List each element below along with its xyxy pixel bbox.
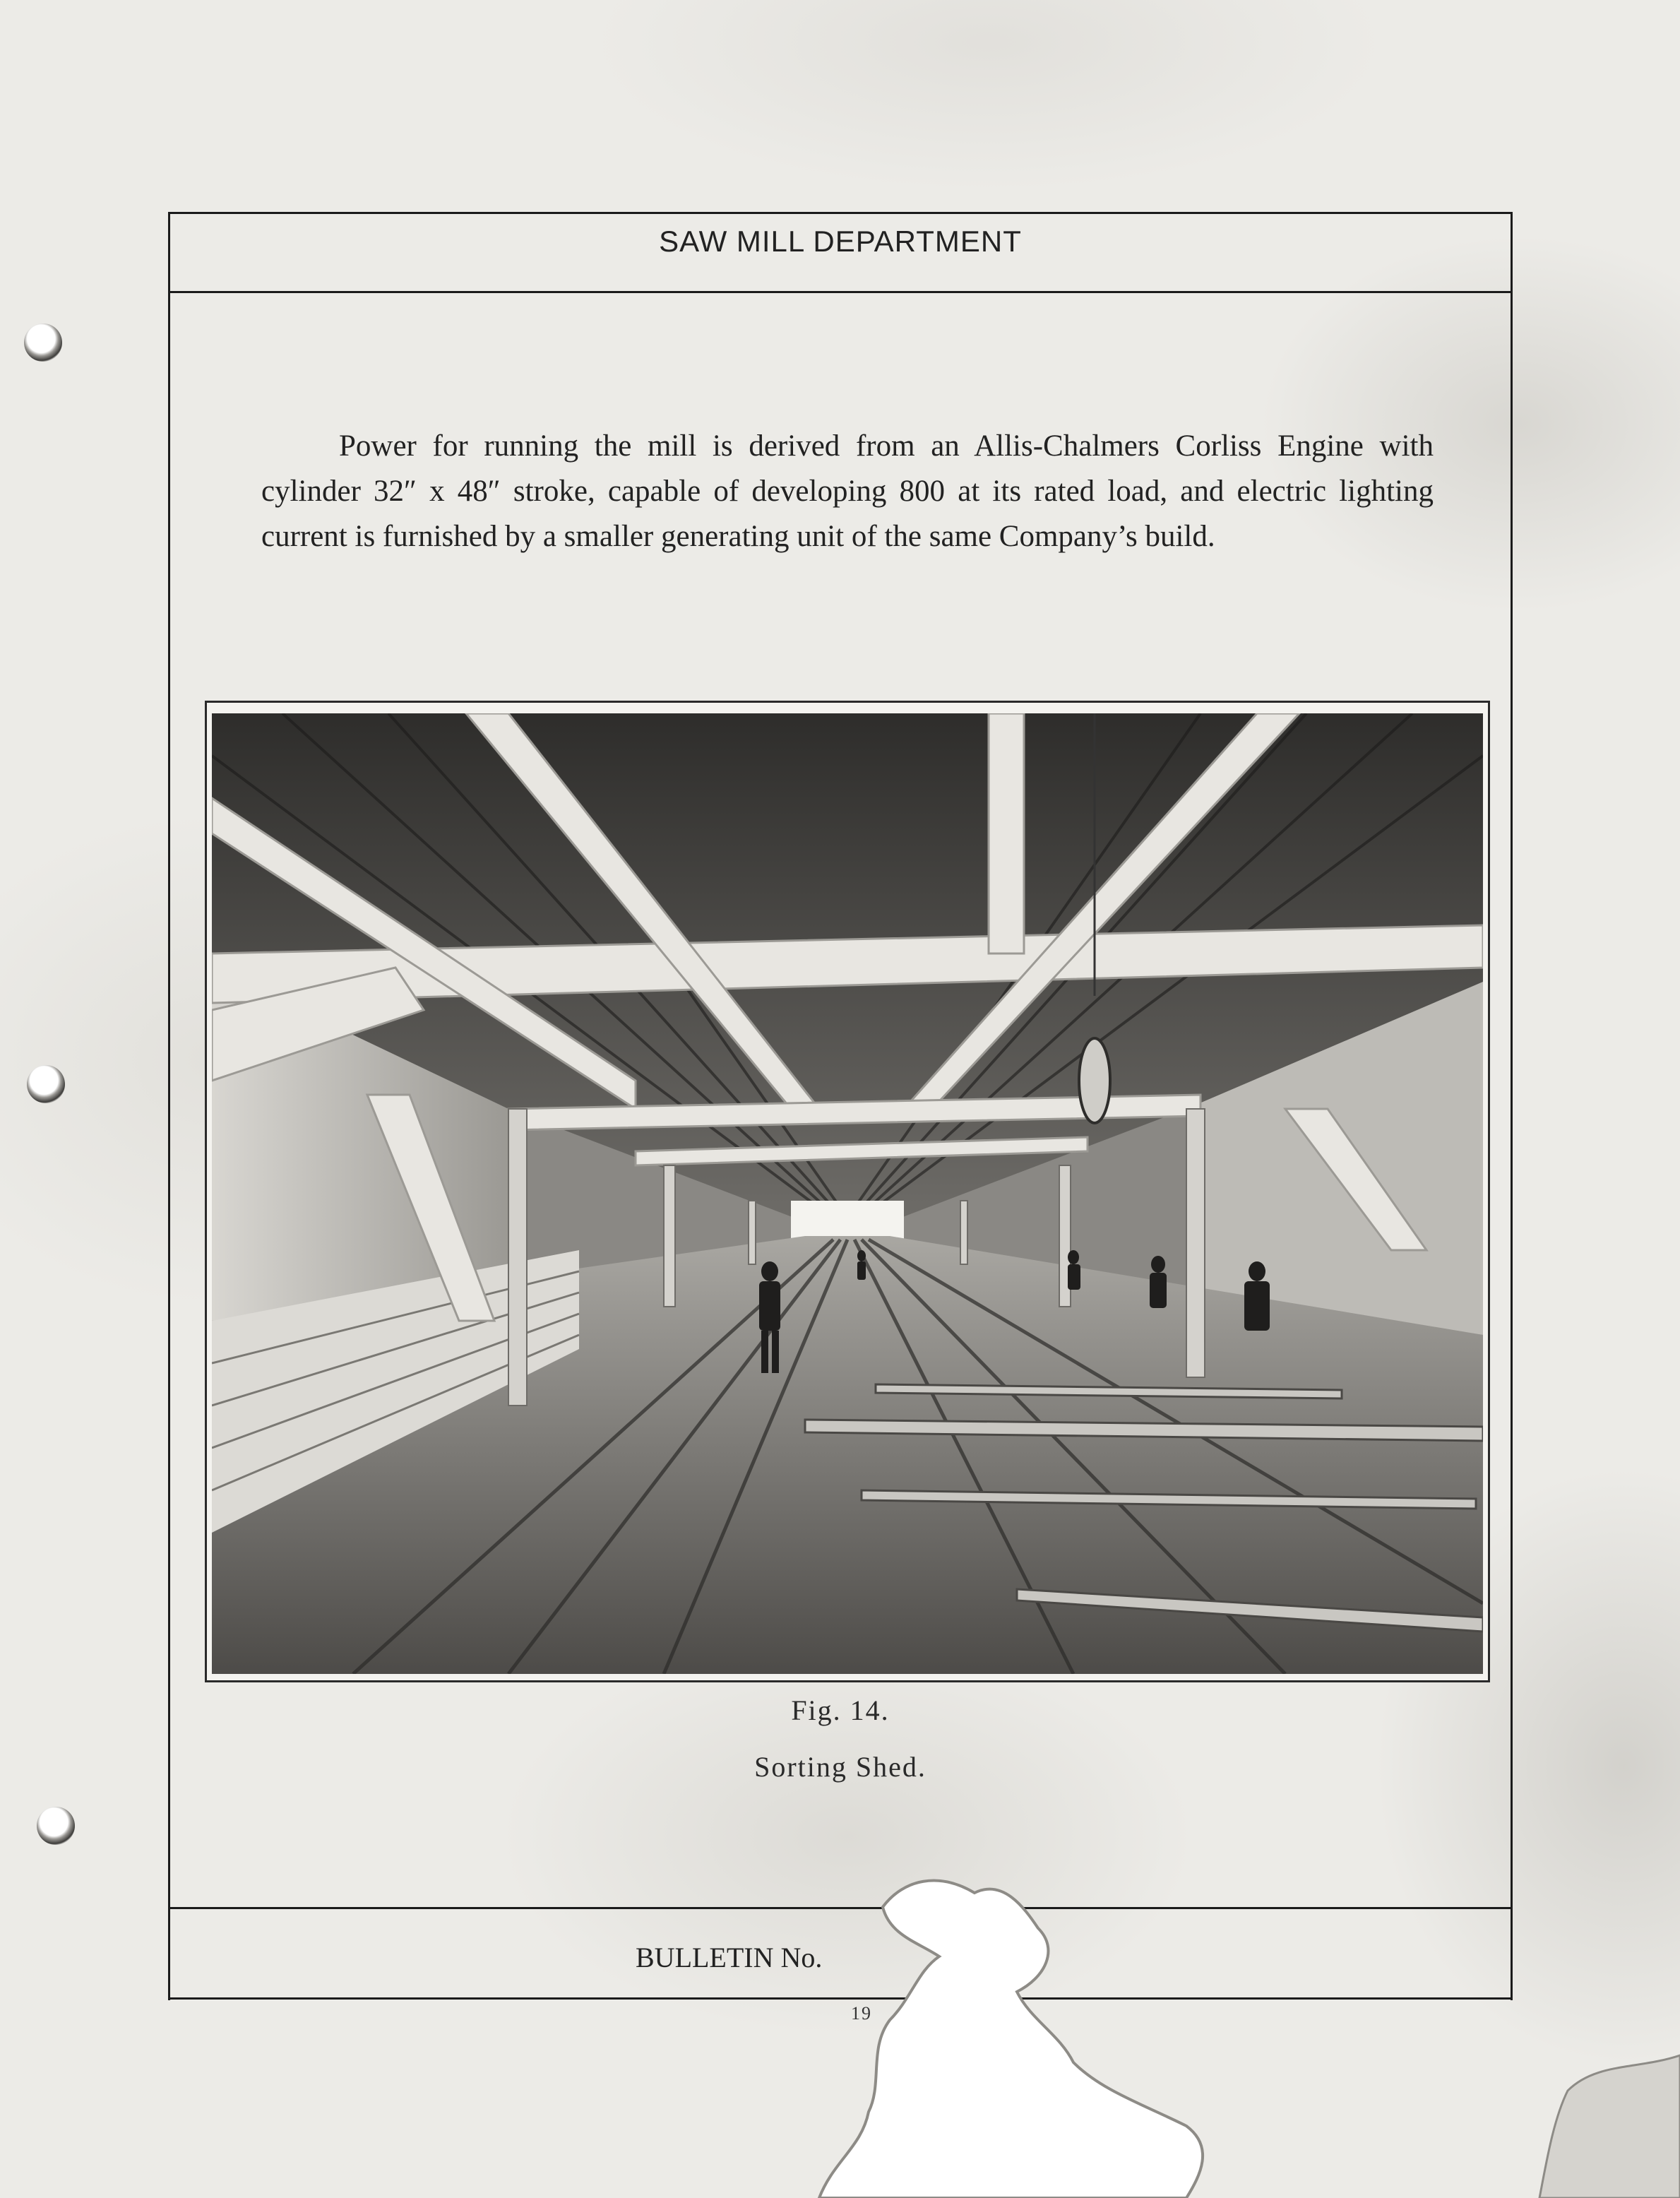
- footer-bulletin-label: BULLETIN No.: [636, 1942, 823, 1973]
- figure-caption: Sorting Shed.: [754, 1751, 927, 1783]
- page-title: SAW MILL DEPARTMENT: [659, 225, 1022, 258]
- figure-number: Fig. 14.: [791, 1694, 890, 1726]
- page-number: 19: [851, 2003, 872, 2024]
- body-paragraph: Power for running the mill is derived from an Allis-Chalmers Corliss Engine with cylinder 32″ x 48″ stroke, capable of developing 800 at its rated load, and electric lighting current is furnished by a smaller generating unit of the same Company’s build.: [261, 429, 1434, 553]
